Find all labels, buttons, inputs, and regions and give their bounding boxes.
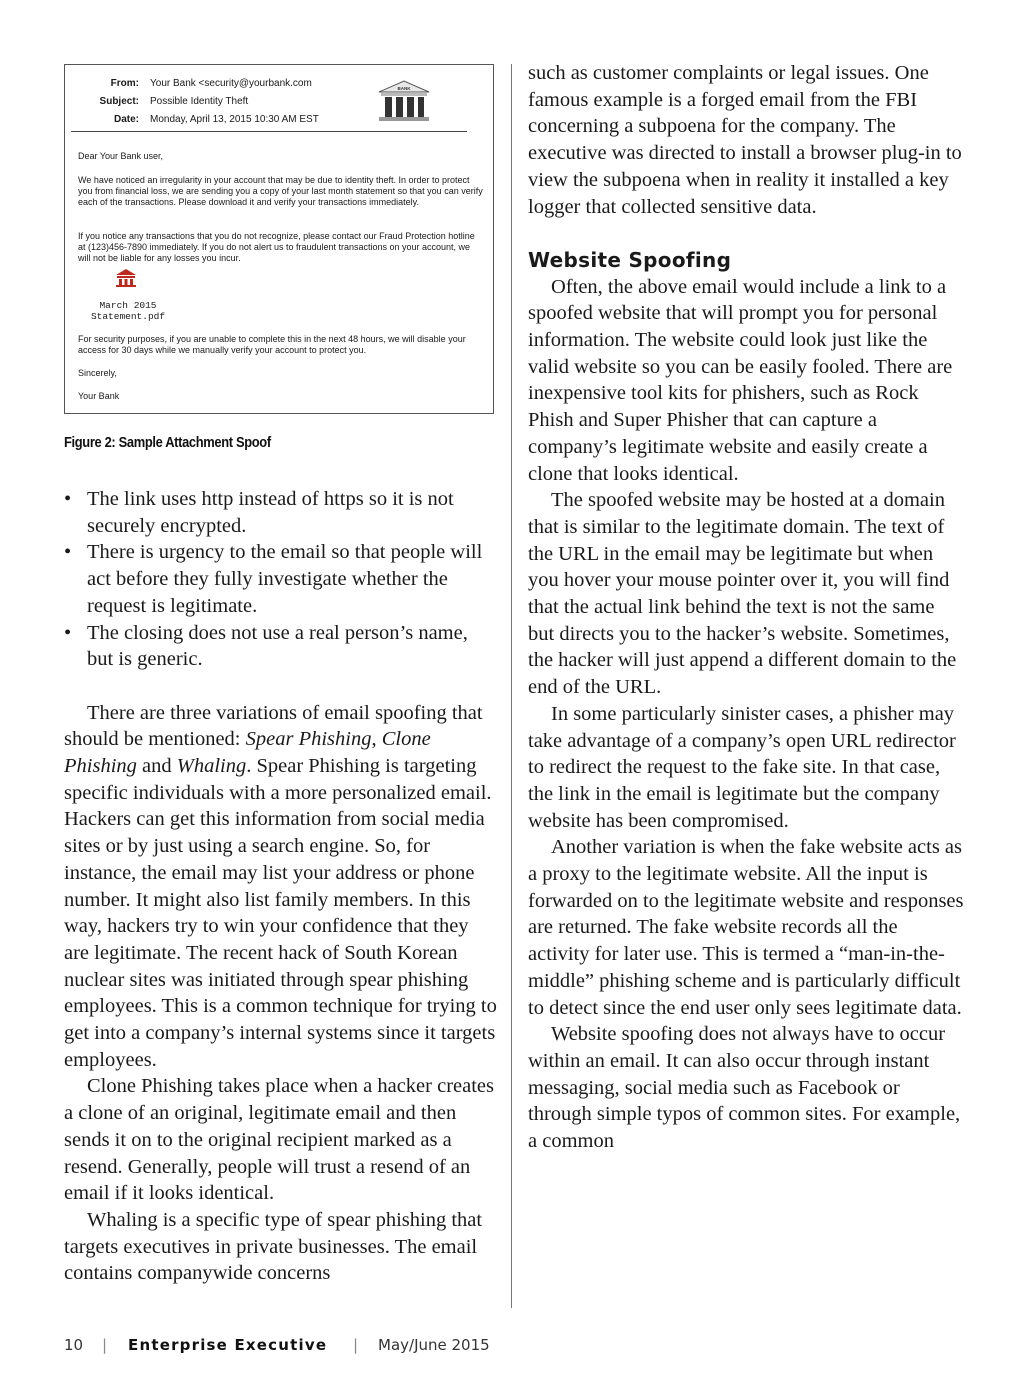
bank-logo-text: BANK — [397, 86, 411, 91]
attachment-filename — [83, 300, 173, 322]
footer-separator: | — [102, 1336, 108, 1354]
subject-label: Subject: — [99, 96, 139, 107]
bullet-item: • There is urgency to the email so that people will act before they fully investigate whether the request is legitimate. — [64, 541, 483, 617]
paragraph-whaling: Whaling is a specific type of spear phishing that targets executives in private businesses. The email contains companywide concerns — [64, 1208, 483, 1285]
attachment-line-1: March 2015 — [99, 300, 157, 311]
bullet-list — [64, 486, 498, 673]
bank-building-icon — [375, 79, 433, 123]
paragraph-email-variations: There are three variations of email spoofing that should be mentioned: Spear Phishing, Clone Phishing and Whaling. Spear Phishing is targeting specific individuals with a more personalized email. Hackers can get this information from social media sites or by just using a search engine. So, for instance, the email may list your address or phone number. It might also list family members. In this way, hackers try to win your confidence that they are legitimate. The recent hack of South Korean nuclear sites was initiated through spear phishing employees. This is a common technique for trying to get into a company’s internal systems since it targets employees. — [64, 701, 497, 1071]
date-value: Monday, April 13, 2015 10:30 AM EST — [150, 114, 319, 125]
from-value: Your Bank <security@yourbank.com — [150, 78, 312, 89]
from-label: From: — [110, 78, 139, 89]
subject-value: Possible Identity Theft — [150, 96, 249, 107]
date-label: Date: — [113, 114, 139, 125]
section-heading: Website Spoofing — [528, 247, 732, 272]
paragraph-spoofed-domain: The spoofed website may be hosted at a domain that is similar to the legitimate domain. The text of the URL in the email may be legitimate but when you hover your mouse pointer over it, you will find that the actual link behind the text is not the same but directs you to the hacker’s website. Sometimes, the hacker will just append a different domain to the end of the URL. — [528, 489, 957, 699]
term-clone-phishing: Clone Phishing — [64, 728, 431, 778]
bullet-icon: • — [64, 541, 72, 564]
spoof-email-figure — [64, 64, 494, 414]
right-column — [528, 60, 964, 1155]
paragraph-other-channels: Website spoofing does not always have to occur within an email. It can also occur through instant messaging, social media such as Facebook or through simple typos of common sites. For example, a common — [528, 1023, 961, 1153]
paragraph-clone-phishing: Clone Phishing takes place when a hacker creates a clone of an original, legitimate email and then sends it on to the original recipient marked as a resend. Generally, people will trust a resend of an email if it looks identical. — [64, 1075, 494, 1205]
email-paragraph-2: If you notice any transactions that you do not recognize, please contact our Fraud Protection hotline at (123)456-7890 immediately. If you do not alert us to fraudulent transactions on your account, we will not be liable for any losses you incur. — [78, 231, 475, 263]
email-closing: Sincerely, — [78, 368, 117, 378]
email-greeting: Dear Your Bank user, — [78, 151, 164, 161]
email-header-divider — [71, 131, 467, 132]
paragraph-open-redirector: In some particularly sinister cases, a phisher may take advantage of a company’s open URL redirector to redirect the request to the fake site. In that case, the link in the email is legitimate but the company website has been compromised. — [528, 702, 956, 832]
paragraph-proxy: Another variation is when the fake website acts as a proxy to the legitimate website. All the input is forwarded on to the legitimate website and responses are returned. The fake website records all the activity for later use. This is termed a “man-in-the-middle” phishing scheme and is particularly difficult to detect since the end user only sees legitimate data. — [528, 836, 964, 1019]
bank-attachment-icon — [115, 268, 137, 288]
email-paragraph-1: We have noticed an irregularity in your account that may be due to identity theft. In order to protect you from financial loss, we are sending you a copy of your last month statement so that you can verify each of the transactions. Please download it and verify your transactions immediately. — [78, 175, 483, 207]
issue-date: May/June 2015 — [378, 1336, 490, 1354]
column-divider — [511, 64, 512, 1308]
term-spear-phishing: Spear Phishing — [245, 728, 372, 751]
term-whaling: Whaling — [176, 755, 247, 778]
left-column — [64, 486, 498, 1287]
page-number: 10 — [64, 1336, 84, 1354]
paragraph-spoofed-link: Often, the above email would include a link to a spoofed website that will prompt you for personal information. The website could look just like the valid website so you can be easily fooled. There are inexpensive tool kits for phishers, such as Rock Phish and Super Phisher that can capture a company’s legitimate website and easily create a clone that looks identical. — [528, 275, 953, 485]
figure-caption: Figure 2: Sample Attachment Spoof — [64, 434, 271, 451]
email-paragraph-3: For security purposes, if you are unable to complete this in the next 48 hours, we will disable your access for 30 days while we manually verify your account to protect you. — [78, 334, 466, 355]
magazine-title: Enterprise Executive — [128, 1336, 328, 1354]
bullet-item: • The link uses http instead of https so it is not securely encrypted. — [64, 488, 454, 537]
attachment-line-2: Statement.pdf — [90, 311, 166, 322]
paragraph-continued: such as customer complaints or legal issues. One famous example is a forged email from the FBI concerning a subpoena for the company. The executive was directed to install a browser plug-in to view the subpoena when in reality it installed a key logger that collected sensitive data. — [528, 62, 962, 218]
footer-separator: | — [353, 1336, 359, 1354]
email-signature: Your Bank — [78, 391, 120, 401]
bullet-icon: • — [64, 621, 72, 644]
bullet-item: • The closing does not use a real person’s name, but is generic. — [64, 621, 468, 671]
bullet-icon: • — [64, 488, 72, 510]
